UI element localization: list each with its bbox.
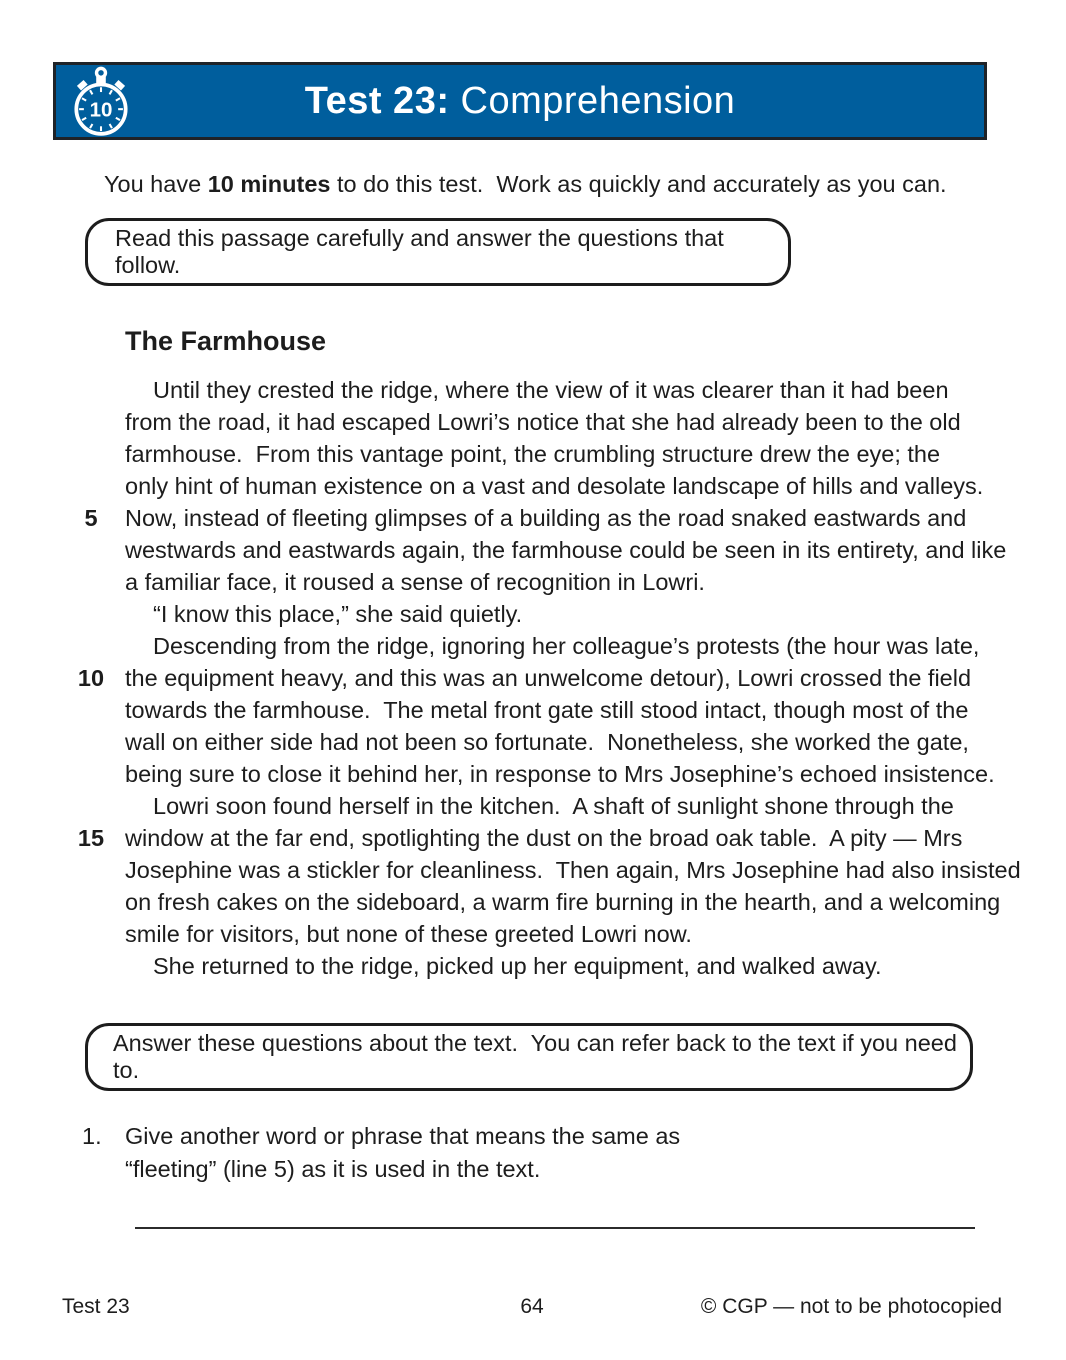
test-header-banner <box>53 62 987 140</box>
passage-line <box>0 374 1040 406</box>
line-number <box>70 438 112 470</box>
line-number <box>70 790 112 822</box>
passage-line-text: Josephine was a stickler for cleanliness. Then again, Mrs Josephine had also insisted <box>125 857 1021 883</box>
passage-line <box>0 694 1040 726</box>
read-instruction-box <box>85 218 791 286</box>
line-number <box>70 950 112 982</box>
passage-line <box>0 790 1040 822</box>
time-limit: 10 minutes <box>207 171 331 197</box>
test-subject-label: Comprehension <box>449 79 736 122</box>
passage-lines <box>0 374 1040 982</box>
line-number <box>70 374 112 406</box>
line-number <box>70 470 112 502</box>
question-1 <box>82 1120 680 1186</box>
line-number <box>70 886 112 918</box>
passage-line-text: wall on either side had not been so fortunate. Nonetheless, she worked the gate, <box>125 729 969 755</box>
passage-line-text: farmhouse. From this vantage point, the crumbling structure drew the eye; the <box>125 441 941 467</box>
line-number <box>70 918 112 950</box>
page-title <box>305 80 736 123</box>
line-number: 10 <box>77 665 105 691</box>
line-number: 5 <box>84 505 98 531</box>
page-footer <box>62 1295 1002 1319</box>
passage-line-text: window at the far end, spotlighting the dust on the broad oak table. A pity — Mrs <box>125 825 963 851</box>
answer-instruction-box <box>85 1023 973 1091</box>
passage-line-text: She returned to the ridge, picked up her equipment, and walked away. <box>153 953 882 979</box>
stopwatch-icon <box>65 66 137 140</box>
passage-line-text: “I know this place,” she said quietly. <box>153 601 523 627</box>
passage-line-text: smile for visitors, but none of these greeted Lowri now. <box>125 921 692 947</box>
passage-line-text: Lowri soon found herself in the kitchen. A shaft of sunlight shone through the <box>153 793 954 819</box>
line-number: 15 <box>77 825 105 851</box>
passage-line-text: only hint of human existence on a vast and desolate landscape of hills and valleys. <box>125 473 984 499</box>
line-number <box>70 630 112 662</box>
passage-line <box>0 854 1040 886</box>
passage-line <box>0 918 1040 950</box>
passage-line <box>0 534 1040 566</box>
line-number <box>70 566 112 598</box>
footer-copyright: © CGP — not to be photocopied <box>700 1295 1002 1318</box>
line-number <box>70 598 112 630</box>
answer-instruction-text: Answer these questions about the text. You can refer back to the text if you need to. <box>113 1030 964 1083</box>
passage-line-text: Descending from the ridge, ignoring her colleague’s protests (the hour was late, <box>153 633 980 659</box>
passage-line <box>0 822 1040 854</box>
passage-line <box>0 886 1040 918</box>
passage-line-text: a familiar face, it roused a sense of recognition in Lowri. <box>125 569 705 595</box>
passage-line-text: on fresh cakes on the sideboard, a warm fire burning in the hearth, and a welcoming <box>125 889 1001 915</box>
passage-line-text: towards the farmhouse. The metal front gate still stood intact, though most of the <box>125 697 969 723</box>
passage-line-text: westwards and eastwards again, the farmhouse could be seen in its entirety, and like <box>125 537 1007 563</box>
line-number <box>70 406 112 438</box>
passage-line <box>0 470 1040 502</box>
line-number <box>70 854 112 886</box>
footer-page-number: 64 <box>520 1295 544 1318</box>
time-instruction-prefix: You have <box>104 171 208 197</box>
passage-line <box>0 502 1040 534</box>
passage-line <box>0 950 1040 982</box>
passage-line-text: Now, instead of fleeting glimpses of a building as the road snaked eastwards and <box>125 505 967 531</box>
passage-line <box>0 726 1040 758</box>
passage-title: The Farmhouse <box>125 326 327 356</box>
footer-test-label: Test 23 <box>62 1295 130 1318</box>
question-text-line: “fleeting” (line 5) as it is used in the text. <box>125 1156 541 1182</box>
timer-minutes-label: 10 <box>89 98 113 122</box>
time-instruction <box>104 171 947 198</box>
read-instruction-text: Read this passage carefully and answer the questions that follow. <box>115 225 731 278</box>
passage-line <box>0 566 1040 598</box>
passage-line <box>0 662 1040 694</box>
passage-line <box>0 598 1040 630</box>
passage-line-text: Until they crested the ridge, where the view of it was clearer than it had been <box>153 377 949 403</box>
time-instruction-suffix: to do this test. Work as quickly and accurately as you can. <box>330 171 947 197</box>
line-number <box>70 534 112 566</box>
passage-line-text: the equipment heavy, and this was an unwelcome detour), Lowri crossed the field <box>125 665 972 691</box>
passage-line-text: from the road, it had escaped Lowri’s notice that she had already been to the old <box>125 409 961 435</box>
question-text-line: Give another word or phrase that means the same as <box>125 1123 681 1149</box>
passage-line <box>0 630 1040 662</box>
passage-line <box>0 758 1040 790</box>
test-number-label: Test 23: <box>304 79 450 122</box>
question-number: 1. <box>82 1123 102 1149</box>
passage-line <box>0 438 1040 470</box>
answer-line <box>135 1227 975 1229</box>
line-number <box>70 758 112 790</box>
line-number <box>70 694 112 726</box>
passage-line-text: being sure to close it behind her, in response to Mrs Josephine’s echoed insistence. <box>125 761 995 787</box>
passage-line <box>0 406 1040 438</box>
line-number <box>70 726 112 758</box>
